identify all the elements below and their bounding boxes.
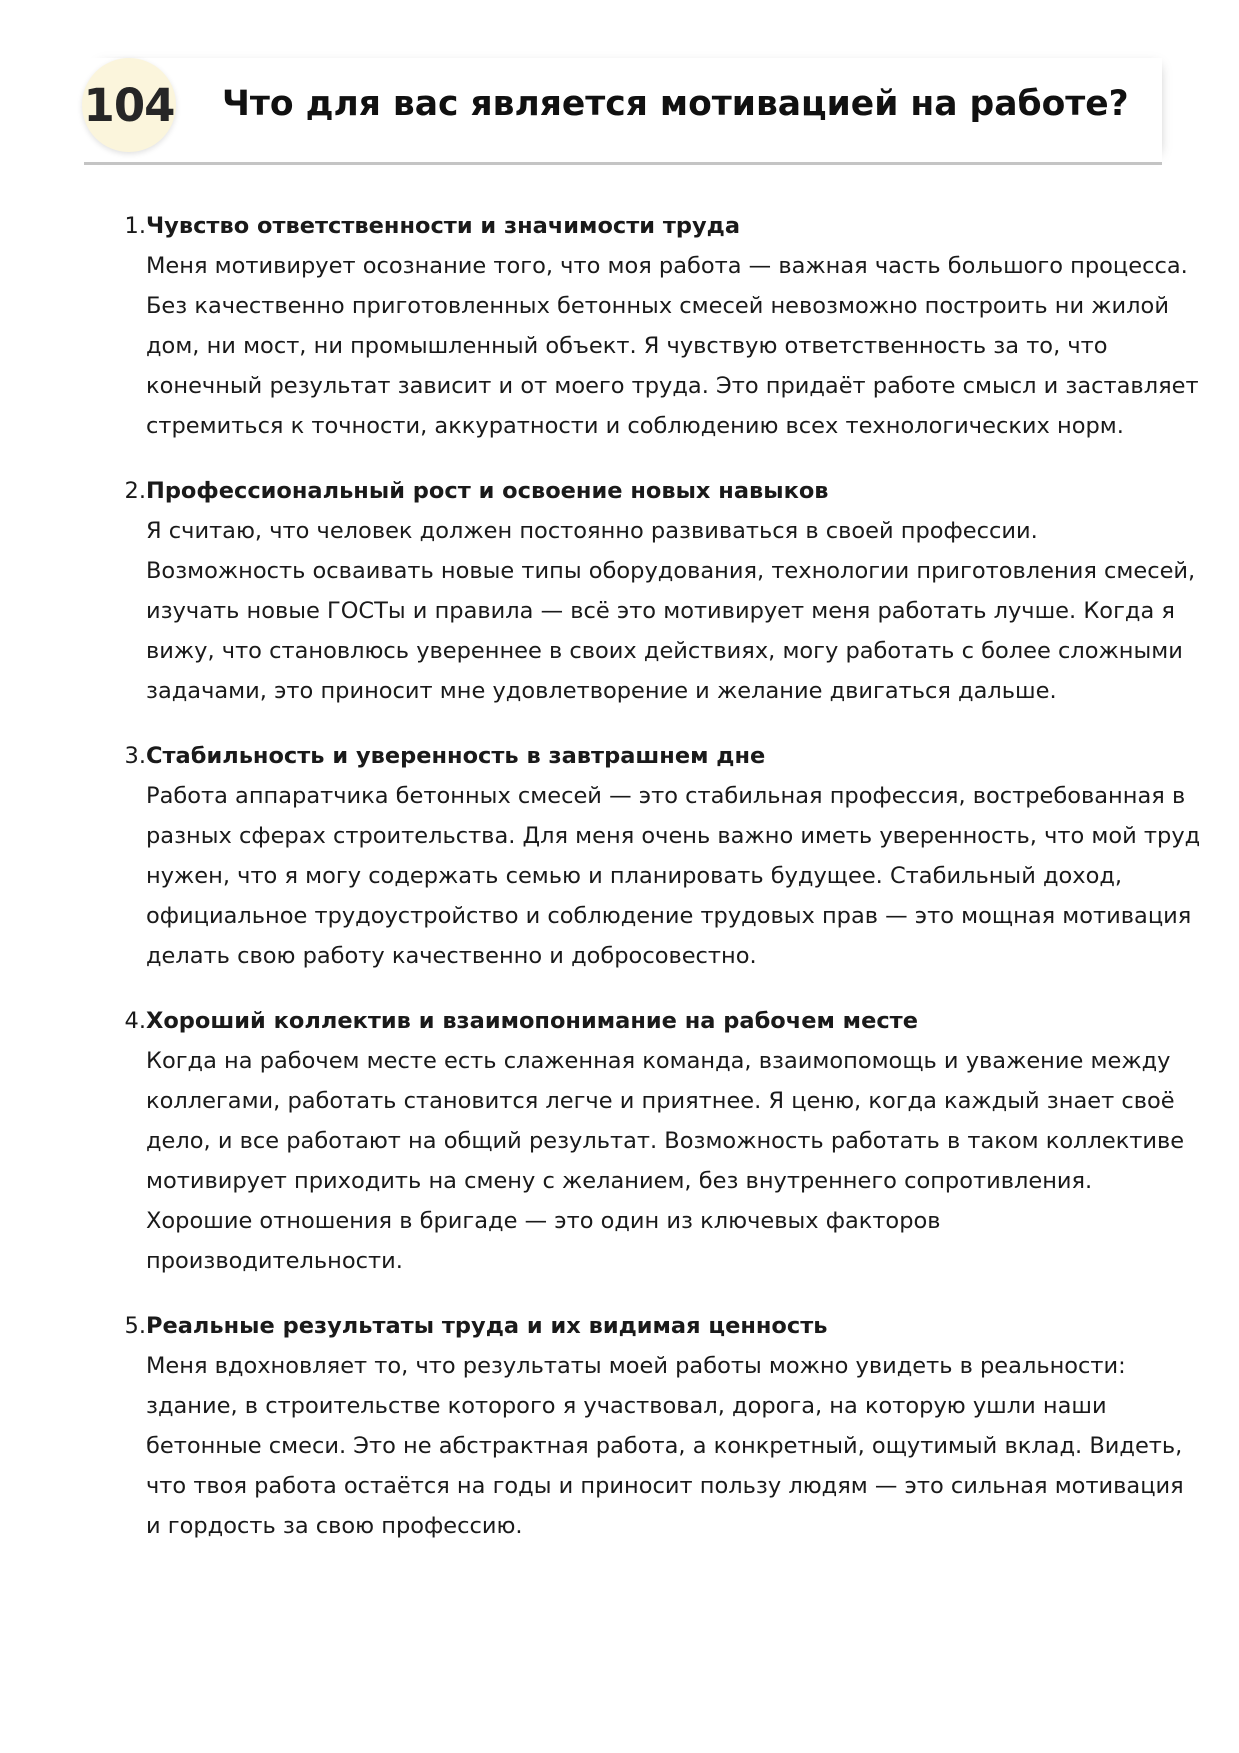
list-item-text	[146, 1346, 1184, 1546]
text-line: разных сферах строительства. Для меня очень важно иметь уверенность, что мой труд	[146, 823, 1201, 849]
text-line: Возможность осваивать новые типы оборудования, технологии приготовления смесей,	[146, 558, 1196, 584]
text-line: бетонные смеси. Это не абстрактная работа, а конкретный, ощутимый вклад. Видеть,	[146, 1433, 1183, 1459]
text-line: Я считаю, что человек должен постоянно развиваться в своей профессии.	[146, 518, 1038, 544]
text-line: мотивирует приходить на смену с желанием, без внутреннего сопротивления.	[146, 1168, 1093, 1194]
list-item-body	[146, 471, 1195, 711]
question-title: Что для вас является мотивацией на работе?	[222, 84, 1129, 124]
text-line: изучать новые ГОСТы и правила — всё это мотивирует меня работать лучше. Когда я	[146, 598, 1175, 624]
list-item-body	[146, 1001, 1184, 1281]
list-item-number: 2.	[124, 478, 146, 504]
text-line: здание, в строительстве которого я участвовал, дорога, на которую ушли наши	[146, 1393, 1107, 1419]
text-line: Работа аппаратчика бетонных смесей — это стабильная профессия, востребованная в	[146, 783, 1186, 809]
list-item	[112, 1306, 1184, 1546]
question-number-badge	[82, 58, 176, 152]
text-line: Меня вдохновляет то, что результаты моей работы можно увидеть в реальности:	[146, 1353, 1126, 1379]
list-item-number: 1.	[124, 213, 146, 239]
question-header	[84, 58, 1162, 165]
text-line: производительности.	[146, 1248, 403, 1274]
text-line: нужен, что я могу содержать семью и планировать будущее. Стабильный доход,	[146, 863, 1123, 889]
text-line: задачами, это приносит мне удовлетворение и желание двигаться дальше.	[146, 678, 1057, 704]
question-number: 104	[83, 78, 175, 132]
text-line: стремиться к точности, аккуратности и соблюдению всех технологических норм.	[146, 413, 1124, 439]
text-line: Когда на рабочем месте есть слаженная команда, взаимопомощь и уважение между	[146, 1048, 1171, 1074]
list-item-body	[146, 736, 1200, 976]
list-item	[112, 1001, 1185, 1281]
list-item-number: 3.	[124, 743, 146, 769]
list-item-title: Реальные результаты труда и их видимая ценность	[146, 1313, 828, 1339]
list-item-title: Стабильность и уверенность в завтрашнем дне	[146, 743, 766, 769]
text-line: дело, и все работают на общий результат. Возможность работать в таком коллективе	[146, 1128, 1185, 1154]
list-item	[112, 206, 1199, 446]
text-line: коллегами, работать становится легче и приятнее. Я ценю, когда каждый знает своё	[146, 1088, 1175, 1114]
list-item-number: 5.	[124, 1313, 146, 1339]
list-item-title: Чувство ответственности и значимости труда	[146, 213, 741, 239]
text-line: конечный результат зависит и от моего труда. Это придаёт работе смысл и заставляет	[146, 373, 1199, 399]
list-item-number: 4.	[124, 1008, 146, 1034]
text-line: делать свою работу качественно и добросовестно.	[146, 943, 757, 969]
list-item-text	[146, 511, 1195, 711]
list-item-text	[146, 1041, 1184, 1281]
list-item-title: Профессиональный рост и освоение новых навыков	[146, 478, 829, 504]
list-item-title: Хороший коллектив и взаимопонимание на рабочем месте	[146, 1008, 918, 1034]
text-line: вижу, что становлюсь увереннее в своих действиях, могу работать с более сложными	[146, 638, 1183, 664]
text-line: дом, ни мост, ни промышленный объект. Я чувствую ответственность за то, что	[146, 333, 1108, 359]
list-item	[112, 471, 1196, 711]
text-line: что твоя работа остаётся на годы и приносит пользу людям — это сильная мотивация	[146, 1473, 1184, 1499]
text-line: Без качественно приготовленных бетонных смесей невозможно построить ни жилой	[146, 293, 1169, 319]
list-item-body	[146, 206, 1199, 446]
text-line: Меня мотивирует осознание того, что моя работа — важная часть большого процесса.	[146, 253, 1188, 279]
text-line: Хорошие отношения в бригаде — это один из ключевых факторов	[146, 1208, 941, 1234]
list-item	[112, 736, 1201, 976]
list-item-body	[146, 1306, 1184, 1546]
answer-list	[112, 206, 1201, 1571]
list-item-text	[146, 776, 1200, 976]
list-item-text	[146, 246, 1199, 446]
text-line: официальное трудоустройство и соблюдение трудовых прав — это мощная мотивация	[146, 903, 1192, 929]
text-line: и гордость за свою профессию.	[146, 1513, 523, 1539]
